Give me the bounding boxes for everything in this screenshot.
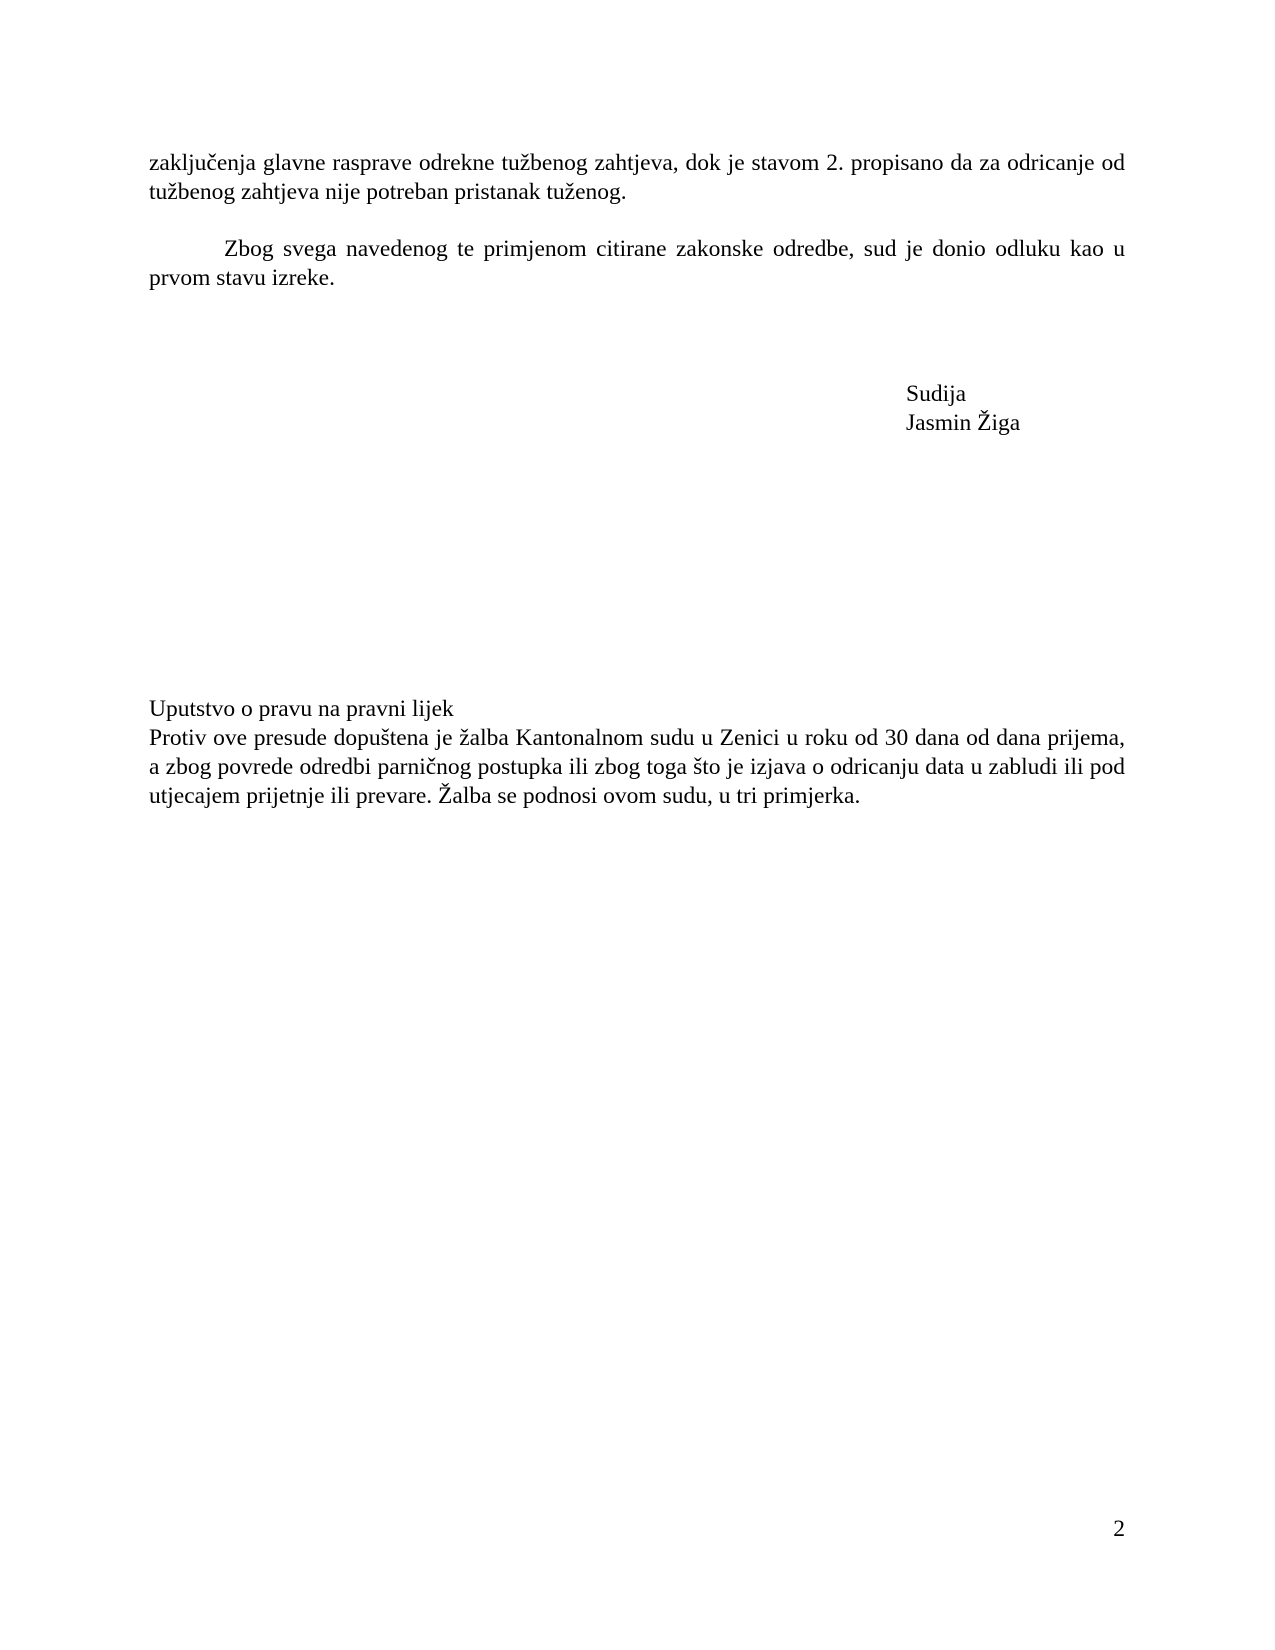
body-paragraph: zaključenja glavne rasprave odrekne tužbenog zahtjeva, dok je stavom 2. propisano da za odricanje od tužbenog zahtjeva nije potreban pristanak tuženog. <box>149 150 1125 205</box>
signature-block <box>906 380 1020 438</box>
legal-remedy-section <box>149 695 1125 811</box>
legal-remedy-heading: Uputstvo o pravu na pravni lijek <box>149 696 454 722</box>
signature-title: Sudija <box>906 381 967 407</box>
page-number: 2 <box>1113 1516 1125 1542</box>
signature-name: Jasmin Žiga <box>906 410 1021 436</box>
legal-remedy-text: Protiv ove presude dopuštena je žalba Kantonalnom sudu u Zenici u roku od 30 dana od dana prijema, a zbog povrede odredbi parničnog postupka ili zbog toga što je izjava o odricanju data u zabludi ili pod utjecajem prijetnje ili prevare. Žalba se podnosi ovom sudu, u tri primjerka. <box>149 725 1125 809</box>
body-paragraph: Zbog svega navedenog te primjenom citirane zakonske odredbe, sud je donio odluku kao u prvom stavu izreke. <box>149 236 1125 291</box>
